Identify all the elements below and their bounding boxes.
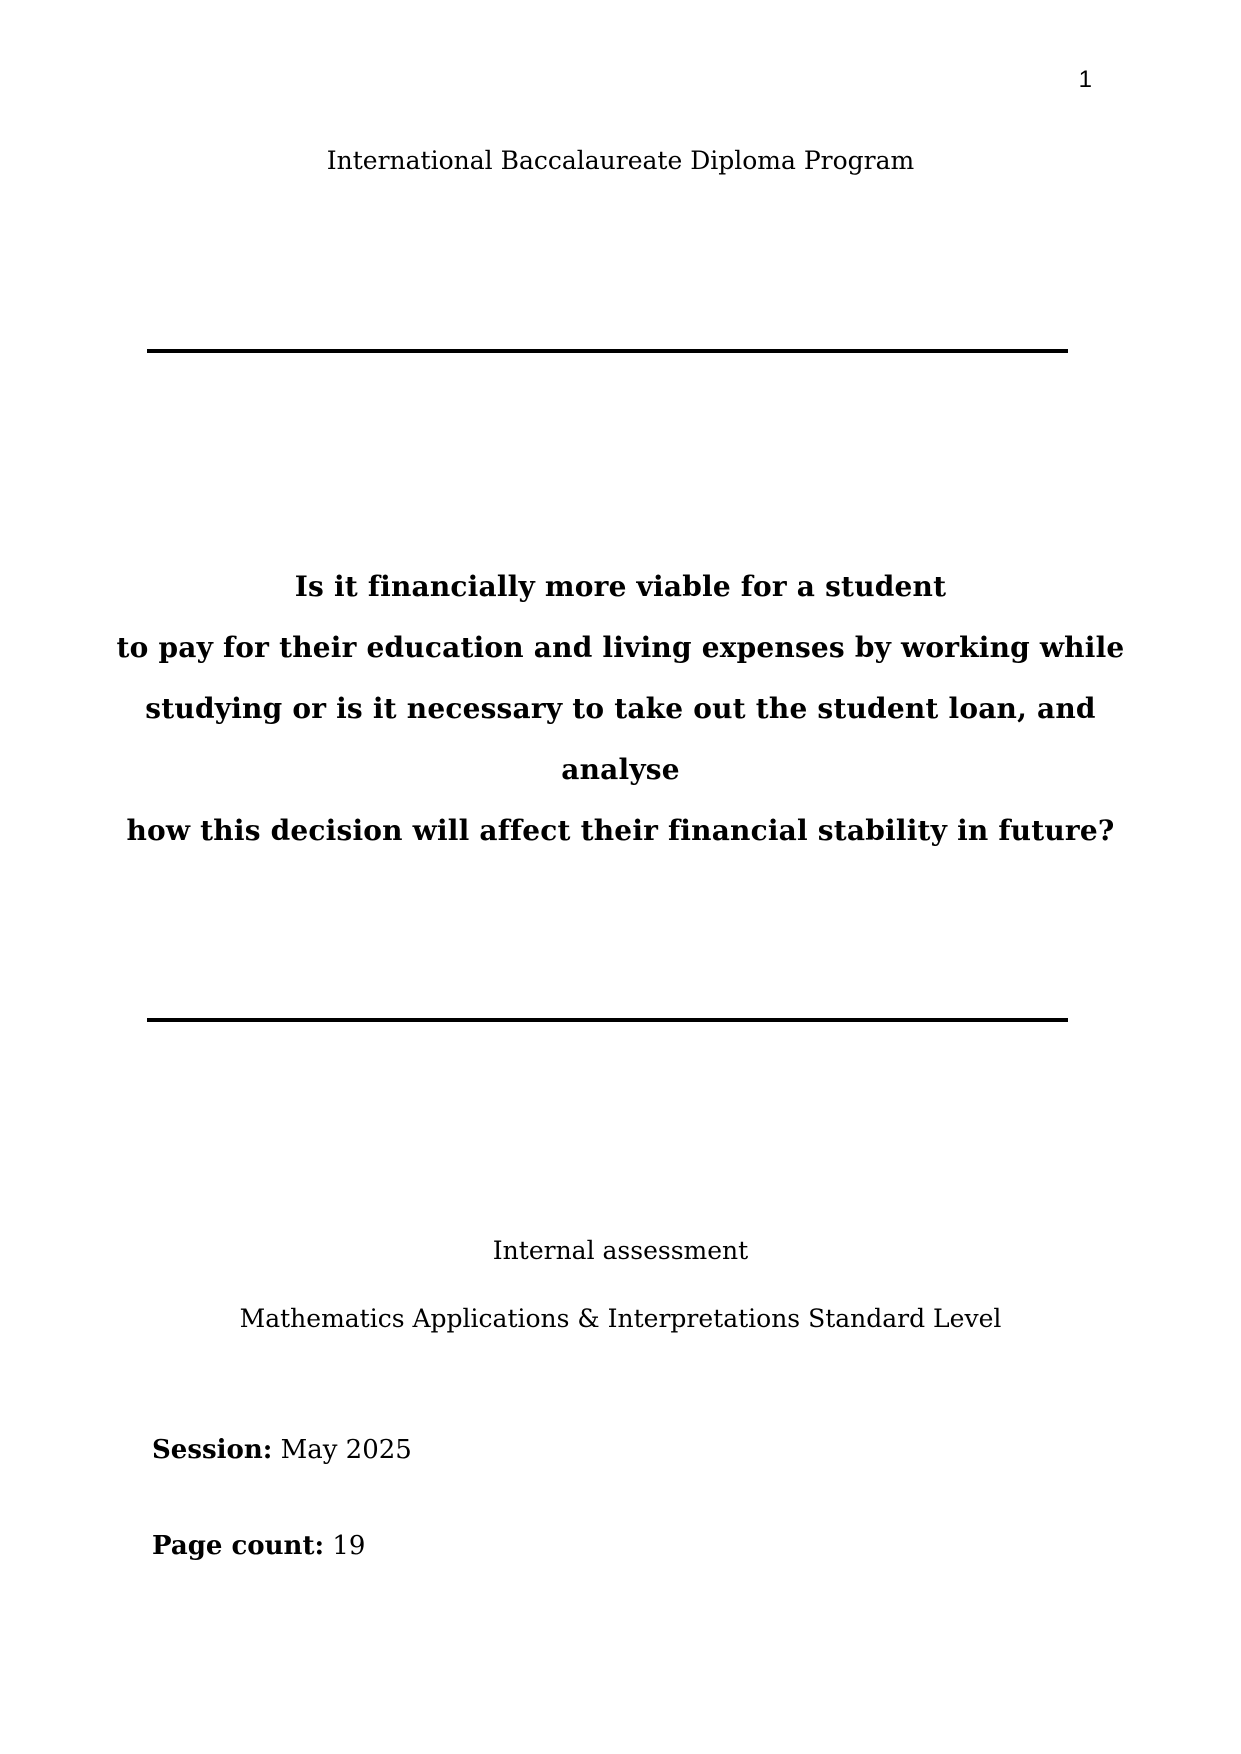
document-header-program: International Baccalaureate Diploma Program: [326, 146, 915, 175]
document-title: [90, 556, 1151, 861]
session-value: May 2025: [280, 1435, 412, 1465]
title-line-4: how this decision will affect their financial stability in future?: [126, 814, 1115, 847]
page-count-value: 19: [332, 1531, 366, 1561]
course-name: Mathematics Applications & Interpretations Standard Level: [239, 1304, 1002, 1333]
session-line: [152, 1434, 412, 1466]
title-line-1: Is it financially more viable for a student: [294, 570, 947, 603]
page-count-line: [152, 1530, 365, 1562]
title-line-3: studying or is it necessary to take out the student loan, and analyse: [145, 692, 1096, 786]
assessment-type: Internal assessment: [492, 1236, 749, 1265]
page-number: 1: [1078, 66, 1092, 93]
title-line-2: to pay for their education and living expenses by working while: [116, 631, 1125, 664]
divider-line-top: [147, 349, 1068, 353]
divider-line-bottom: [147, 1018, 1068, 1022]
session-label: Session:: [152, 1435, 273, 1465]
page-count-label: Page count:: [152, 1531, 325, 1561]
